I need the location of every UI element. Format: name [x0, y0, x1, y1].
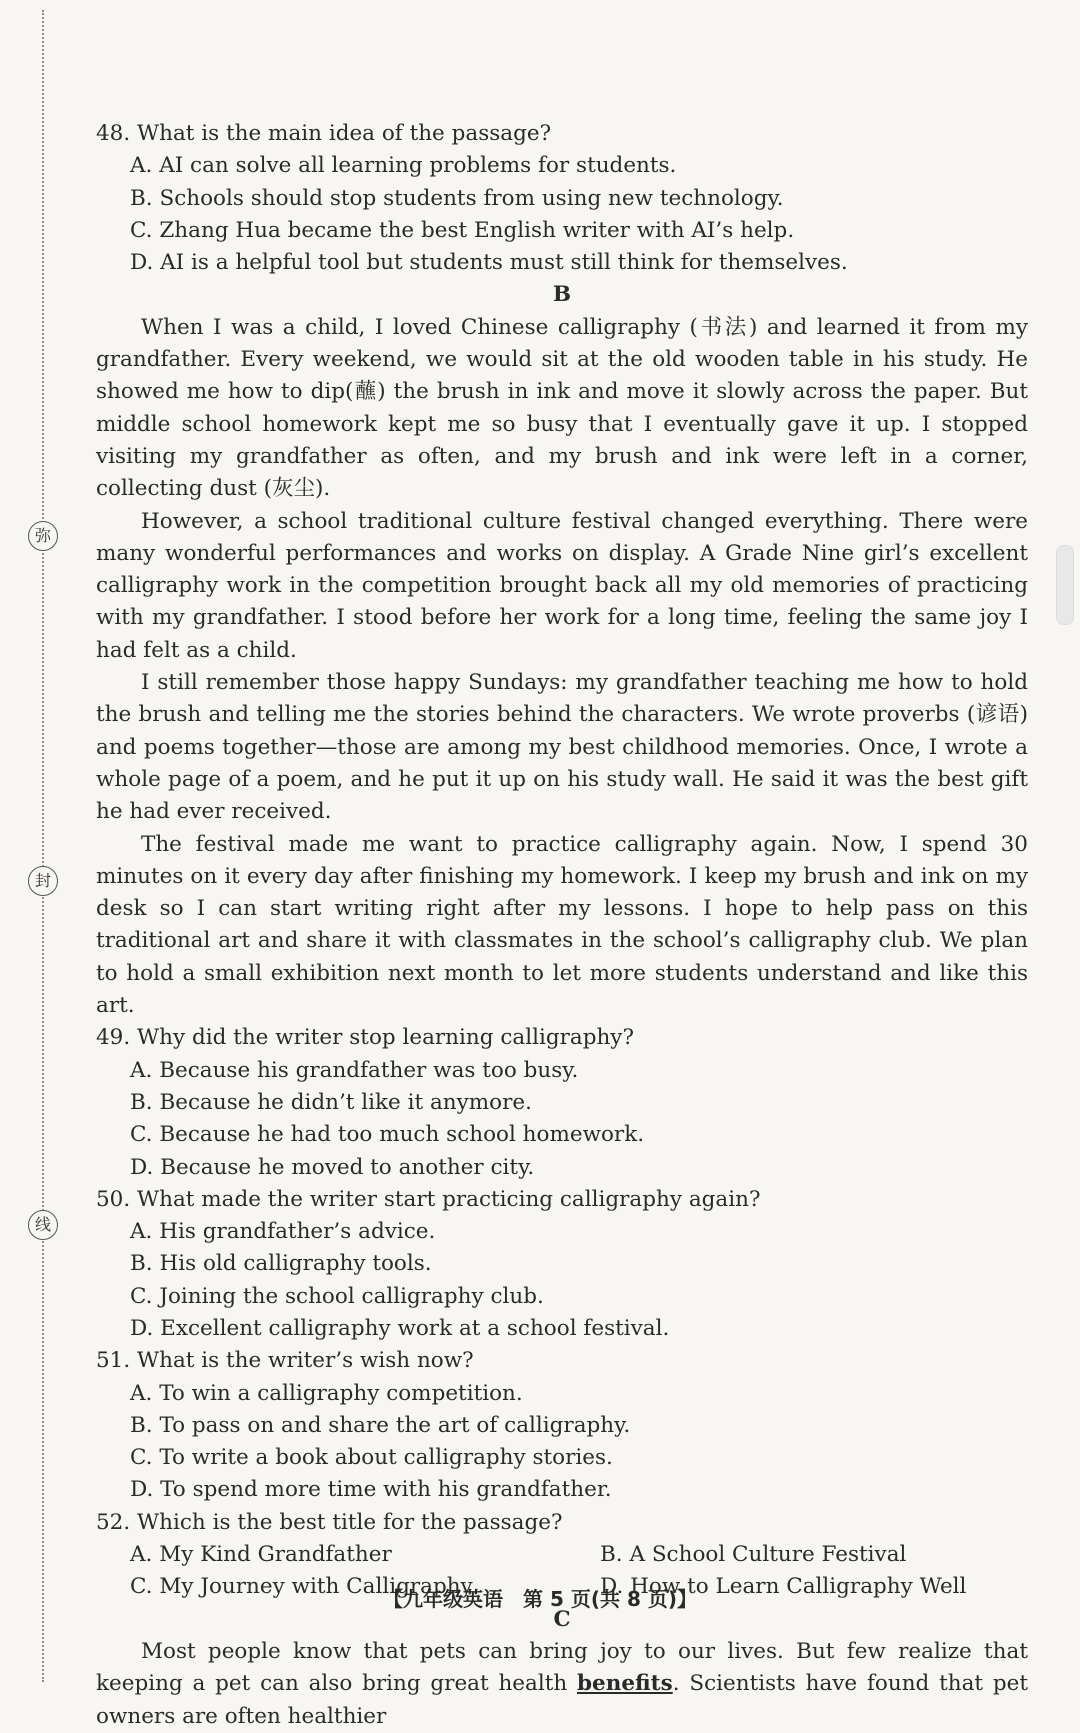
seal-char-feng: 封 [28, 866, 58, 896]
option-c: C. My Journey with Calligraphy [130, 1574, 473, 1600]
highlighted-word-benefits: benefits [577, 1671, 673, 1697]
seal-char-mi: 弥 [28, 521, 58, 551]
question-48 [96, 118, 1028, 279]
option-d: D. To spend more time with his grandfather. [130, 1477, 612, 1503]
option-a: A. His grandfather’s advice. [130, 1219, 436, 1245]
page-footer: 【九年级英语 第 5 页(共 8 页)】 [383, 1587, 697, 1611]
seal-char-xian: 线 [28, 1210, 58, 1240]
section-b-heading: B [552, 282, 572, 308]
option-b: B. Schools should stop students from using new technology. [130, 185, 784, 211]
passage-b-paragraph-2: However, a school traditional culture festival changed everything. There were many wonderful performances and works on display. A Grade Nine girl’s excellent calligraphy work in the competition brought back all my old memories of practicing with my grandfather. I stood before her work for a long time, feeling the same joy I had felt as a child. [96, 508, 1028, 663]
option-a: A. To win a calligraphy competition. [130, 1380, 523, 1406]
option-a: A. AI can solve all learning problems for students. [130, 153, 677, 179]
option-a: A. Because his grandfather was too busy. [130, 1057, 579, 1083]
question-51 [96, 1345, 1028, 1506]
option-d: D. Excellent calligraphy work at a school festival. [130, 1315, 670, 1341]
question-stem: 52. Which is the best title for the passage? [96, 1509, 563, 1535]
question-stem: 49. Why did the writer stop learning calligraphy? [96, 1025, 634, 1051]
option-b: B. Because he didn’t like it anymore. [130, 1089, 532, 1115]
section-c-heading: C [553, 1606, 571, 1632]
passage-c-paragraph-1 [96, 1636, 1028, 1733]
question-stem: 51. What is the writer’s wish now? [96, 1348, 474, 1374]
question-50 [96, 1184, 1028, 1345]
option-c: C. To write a book about calligraphy stories. [130, 1445, 613, 1471]
option-b: B. To pass on and share the art of calligraphy. [130, 1412, 631, 1438]
question-stem: 50. What made the writer start practicing calligraphy again? [96, 1186, 761, 1212]
option-b: B. A School Culture Festival [600, 1542, 907, 1568]
question-stem: 48. What is the main idea of the passage? [96, 121, 552, 146]
passage-c-text-start: Most people know that pets can bring joy to our lives. But few realize that keeping a pet can also bring great health [96, 1638, 1028, 1697]
passage-b-paragraph-1: When I was a child, I loved Chinese calligraphy (书法) and learned it from my grandfather. Every weekend, we would sit at the old wooden table in his study. He showed me how to dip(蘸) the brush in ink and move it slowly across the paper. But middle school homework kept me so busy that I eventually gave it up. I stopped visiting my grandfather as often, and my brush and ink were left in a corner, collecting dust (灰尘). [96, 314, 1028, 502]
option-c: C. Zhang Hua became the best English writer with AI’s help. [130, 217, 795, 243]
option-b: B. His old calligraphy tools. [130, 1251, 432, 1277]
option-c: C. Because he had too much school homework. [130, 1122, 645, 1148]
option-a: A. My Kind Grandfather [130, 1542, 392, 1568]
passage-c-text-end: . Scientists have found that pet owners are often healthier [96, 1671, 1028, 1729]
option-row-1 [130, 1539, 1028, 1571]
option-d: D. AI is a helpful tool but students must still think for themselves. [130, 250, 848, 276]
scrollbar-thumb[interactable] [1056, 545, 1074, 625]
binding-dotted-line [42, 10, 44, 1682]
page-content [96, 118, 1028, 1733]
option-d: D. How to Learn Calligraphy Well [600, 1574, 967, 1600]
option-c: C. Joining the school calligraphy club. [130, 1283, 544, 1309]
question-49 [96, 1022, 1028, 1183]
passage-b-paragraph-4: The festival made me want to practice calligraphy again. Now, I spend 30 minutes on it every day after finishing my homework. I keep my brush and ink on my desk so I can start writing right after my lessons. I hope to help pass on this traditional art and share it with classmates in the school’s calligraphy club. We plan to hold a small exhibition next month to let more students understand and like this art. [96, 831, 1028, 1019]
passage-b-paragraph-3: I still remember those happy Sundays: my grandfather teaching me how to hold the brush and telling me the stories behind the characters. We wrote proverbs (谚语) and poems together—those are among my best childhood memories. Once, I wrote a whole page of a poem, and he put it up on his study wall. He said it was the best gift he had ever received. [96, 670, 1028, 825]
option-d: D. Because he moved to another city. [130, 1154, 535, 1180]
